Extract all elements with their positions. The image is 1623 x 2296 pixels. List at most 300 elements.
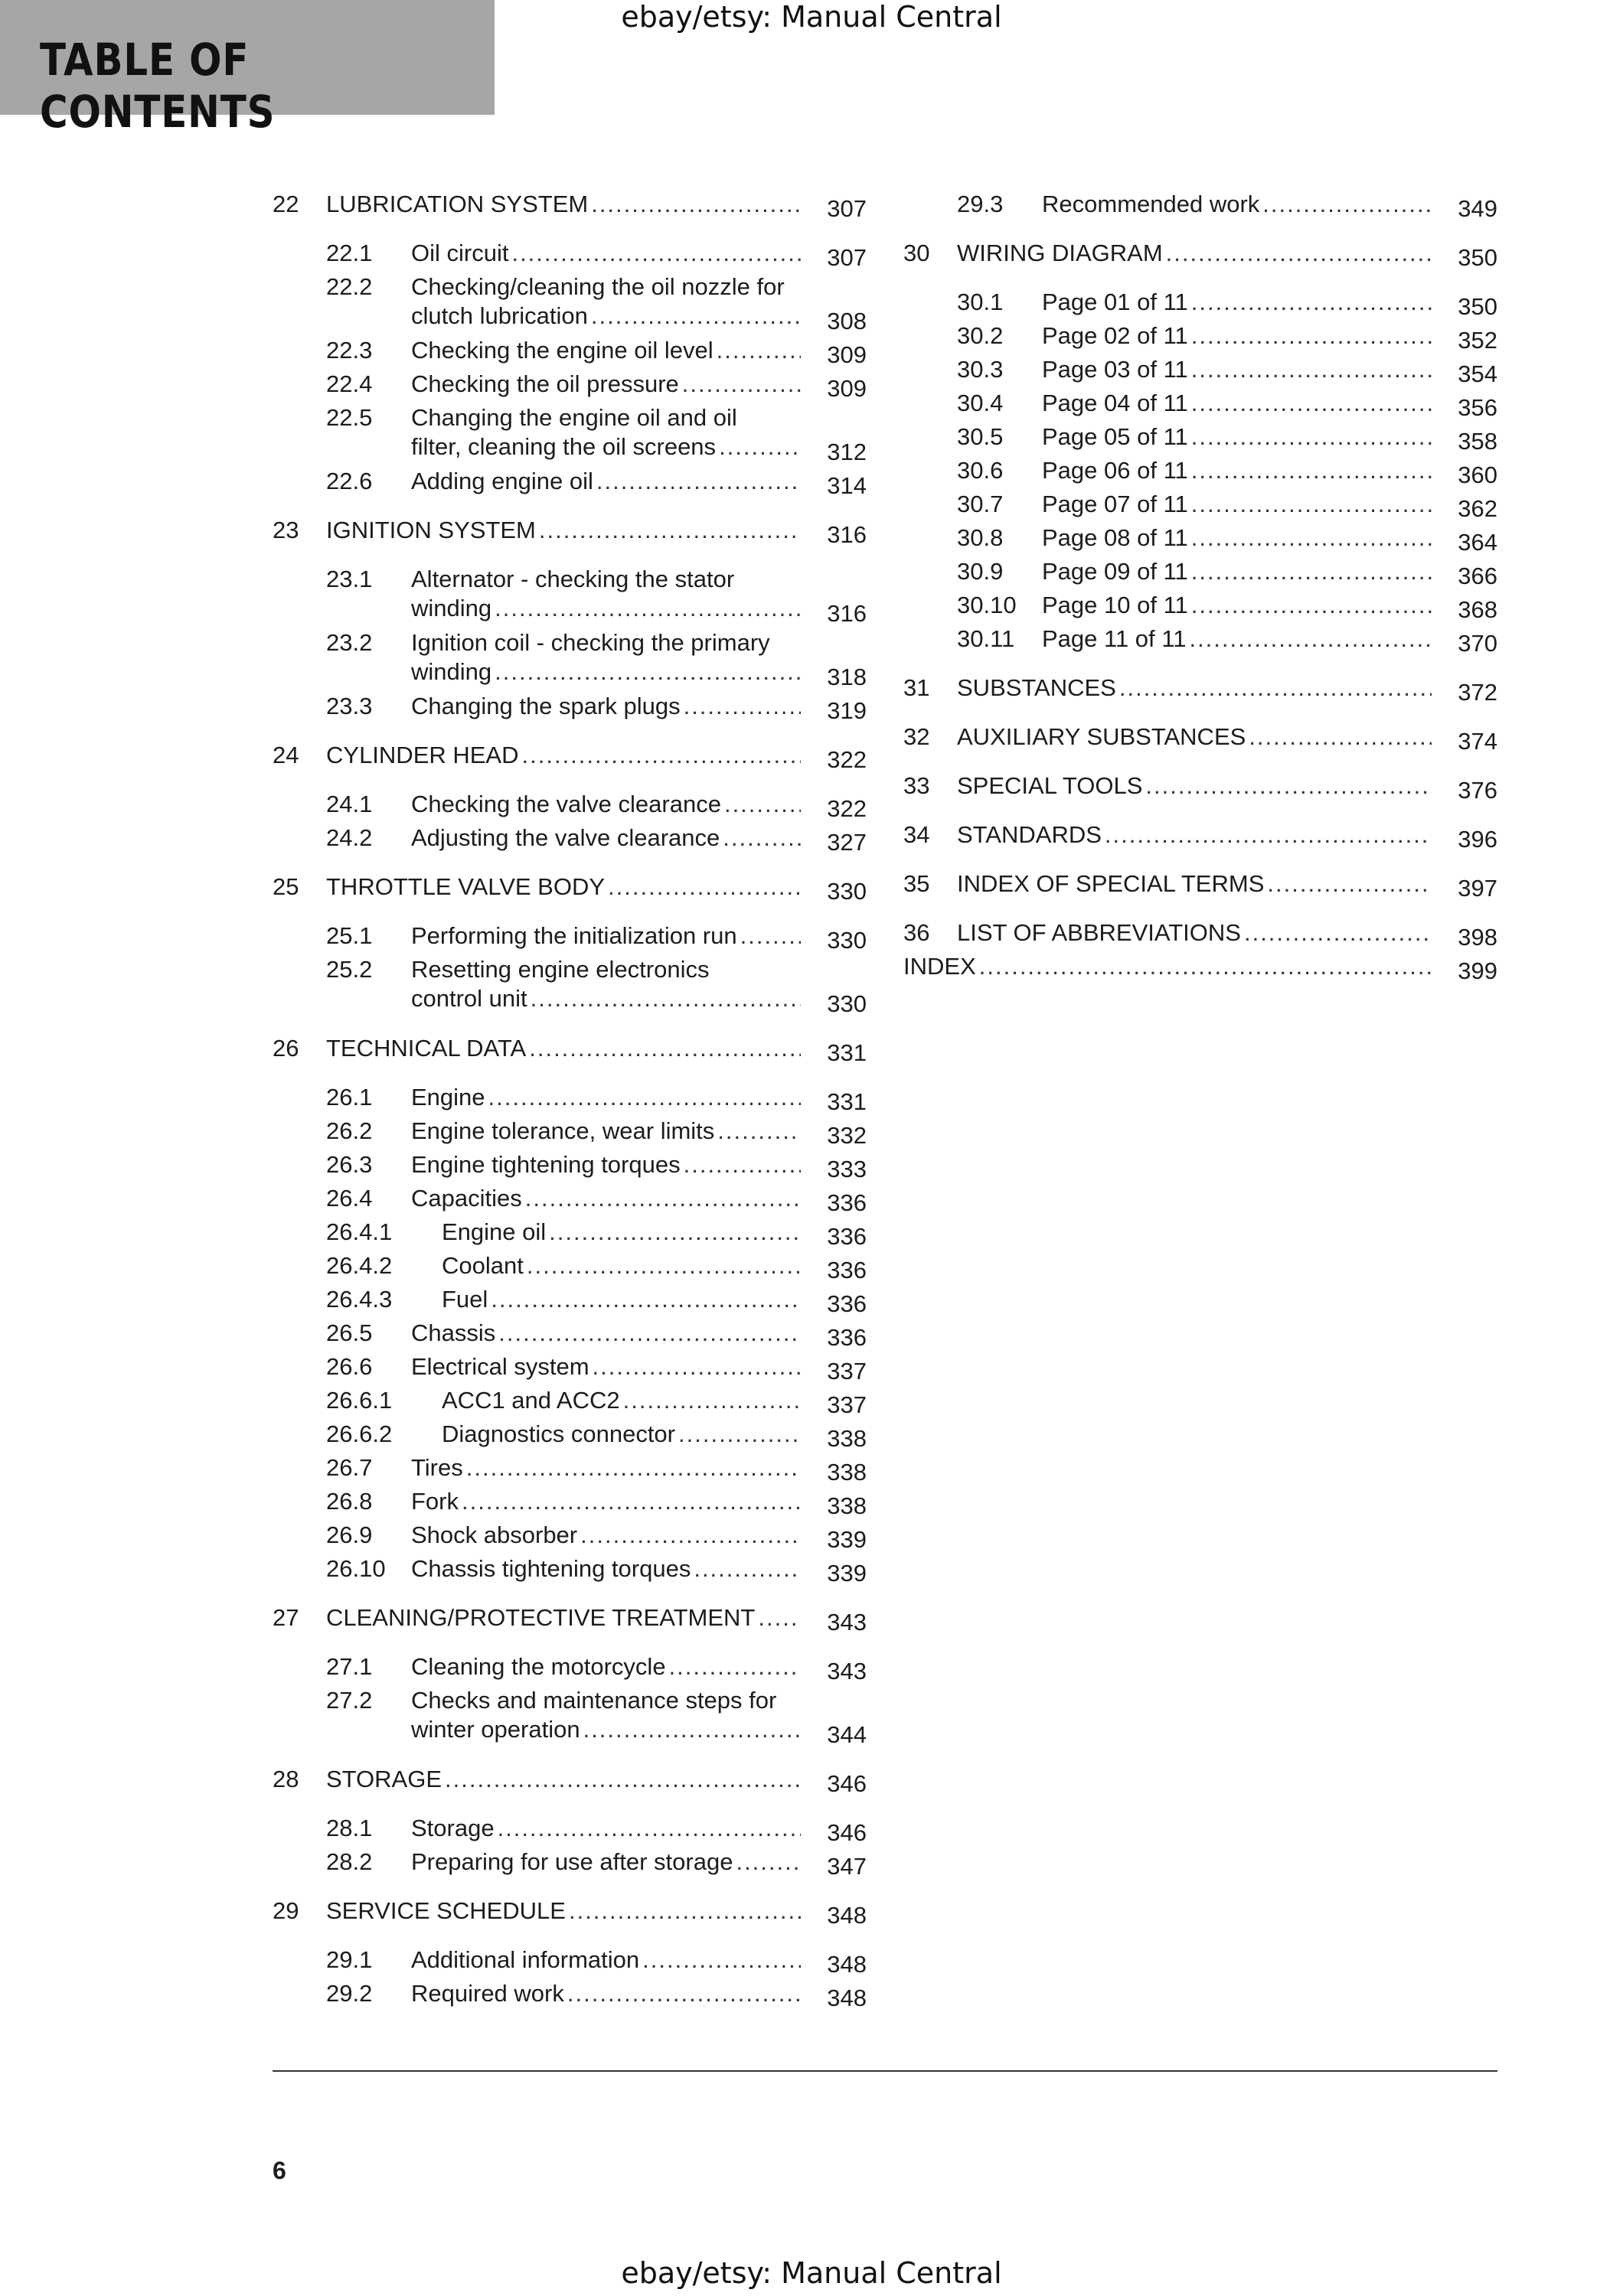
toc-entry-title: Ignition coil - checking the primary	[411, 629, 770, 656]
toc-chapter-row[interactable]	[273, 1896, 867, 1930]
toc-section-row[interactable]	[273, 370, 867, 403]
toc-entry-title: Preparing for use after storage	[411, 1848, 733, 1875]
toc-page-number: 330	[827, 878, 867, 905]
toc-entry-number: 30.2	[957, 322, 1004, 349]
dot-leader	[1119, 673, 1432, 703]
toc-entry-number: 25.1	[326, 922, 373, 949]
toc-chapter-row[interactable]	[903, 869, 1497, 903]
toc-page-number: 348	[827, 1902, 867, 1929]
dot-leader	[567, 1979, 801, 2008]
toc-entry-title: SUBSTANCES	[957, 674, 1116, 701]
toc-page-number: 358	[1458, 428, 1497, 455]
toc-page-number: 338	[827, 1459, 867, 1486]
toc-entry-title: AUXILIARY SUBSTANCES	[957, 723, 1246, 750]
toc-entry-number: 26	[273, 1035, 299, 1062]
toc-entry-number: 22.5	[326, 404, 373, 431]
dot-leader	[491, 1285, 801, 1314]
toc-entry-number: 22.1	[326, 240, 373, 266]
toc-section-row[interactable]	[273, 823, 867, 857]
toc-section-row[interactable]	[903, 288, 1497, 321]
dot-leader	[445, 1765, 801, 1794]
toc-entry-number: 31	[903, 674, 930, 701]
toc-entry-title: Page 10 of 11	[1042, 592, 1188, 618]
toc-section-row[interactable]	[273, 921, 867, 955]
toc-page-number: 399	[1458, 957, 1497, 984]
toc-right-column	[903, 190, 1497, 986]
toc-entry-number: 28.2	[326, 1848, 373, 1875]
toc-section-row[interactable]	[273, 1285, 867, 1319]
toc-entry-number: 29.2	[326, 1980, 373, 2007]
toc-section-row[interactable]	[273, 1218, 867, 1251]
toc-entry-title: SERVICE SCHEDULE	[326, 1897, 566, 1924]
toc-entry-number: 29.1	[326, 1946, 373, 1973]
dot-leader	[525, 1184, 801, 1213]
dot-leader	[1189, 625, 1432, 654]
toc-section-row[interactable]	[903, 422, 1497, 456]
dot-leader	[682, 370, 801, 399]
toc-entry-title: Page 03 of 11	[1042, 356, 1188, 383]
toc-entry-number: 22.6	[326, 468, 373, 494]
toc-entry-title: Oil circuit	[411, 240, 509, 266]
toc-entry-title: Engine tightening torques	[411, 1151, 681, 1178]
toc-entry-title: control unit	[411, 985, 527, 1012]
toc-section-row[interactable]	[903, 490, 1497, 523]
toc-page-number: 336	[827, 1257, 867, 1283]
toc-entry-title: Page 09 of 11	[1042, 558, 1188, 585]
toc-page-number: 339	[827, 1560, 867, 1587]
toc-page-number: 307	[827, 195, 867, 222]
dot-leader	[495, 657, 801, 687]
toc-entry-number: 35	[903, 870, 930, 897]
dot-leader	[583, 1715, 801, 1744]
toc-page-number: 322	[827, 746, 867, 773]
toc-section-row[interactable]	[273, 1979, 867, 2013]
toc-entry-number: 26.4	[326, 1185, 373, 1212]
toc-page-number: 397	[1458, 875, 1497, 902]
header-title-box	[0, 0, 495, 138]
toc-entry-number: 23.1	[326, 566, 373, 592]
toc-section-row[interactable]	[273, 1386, 867, 1420]
dot-leader	[522, 741, 802, 770]
toc-page-number: 374	[1458, 728, 1497, 755]
toc-entry-number: 23	[273, 517, 299, 543]
toc-section-row[interactable]	[903, 190, 1497, 223]
toc-page-number: 337	[827, 1358, 867, 1384]
toc-section-row[interactable]	[273, 1686, 867, 1750]
toc-section-row[interactable]	[903, 625, 1497, 658]
page-title: TABLE OF CONTENTS	[40, 34, 276, 138]
toc-entry-title: Fork	[411, 1488, 459, 1515]
toc-entry-title: Page 07 of 11	[1042, 491, 1188, 517]
toc-entry-number: 30.5	[957, 423, 1004, 450]
toc-section-row[interactable]	[903, 456, 1497, 490]
dot-leader	[462, 1487, 801, 1516]
toc-chapter-row[interactable]	[273, 741, 867, 775]
toc-entry-number: 23.2	[326, 629, 373, 656]
toc-entry-title: STORAGE	[326, 1766, 442, 1792]
toc-entry-number: 30	[903, 240, 930, 266]
toc-entry-number: 26.5	[326, 1319, 373, 1346]
toc-entry-number: 26.9	[326, 1521, 373, 1548]
toc-entry-title: Page 06 of 11	[1042, 457, 1188, 484]
toc-entry-title: Page 02 of 11	[1042, 322, 1188, 349]
toc-page-number: 316	[827, 600, 867, 627]
toc-entry-title: Shock absorber	[411, 1521, 578, 1548]
toc-page-number: 322	[827, 795, 867, 822]
toc-section-row[interactable]	[273, 403, 867, 467]
toc-section-row[interactable]	[903, 591, 1497, 625]
toc-section-row[interactable]	[273, 239, 867, 272]
toc-page-number: 372	[1458, 679, 1497, 706]
toc-entry-number: 22.3	[326, 337, 373, 364]
toc-page-number: 349	[1458, 195, 1497, 222]
toc-section-row[interactable]	[273, 336, 867, 370]
dot-leader	[1145, 771, 1432, 801]
dot-leader	[642, 1945, 801, 1975]
toc-entry-number: 30.3	[957, 356, 1004, 383]
toc-entry-number: 26.6.1	[326, 1387, 393, 1414]
toc-entry-number: 26.7	[326, 1454, 373, 1481]
toc-entry-title: winter operation	[411, 1716, 580, 1743]
toc-page-number: 338	[827, 1425, 867, 1452]
toc-page-number: 314	[827, 472, 867, 499]
toc-section-row[interactable]	[903, 321, 1497, 355]
toc-entry-number: 26.4.3	[326, 1286, 393, 1313]
toc-entry-number: 25.2	[326, 956, 373, 983]
toc-section-row[interactable]	[273, 467, 867, 501]
toc-page-number: 354	[1458, 360, 1497, 387]
toc-section-row[interactable]	[273, 1420, 867, 1453]
toc-section-row[interactable]	[273, 628, 867, 692]
toc-page-number: 348	[827, 1951, 867, 1978]
toc-entry-title: Page 04 of 11	[1042, 390, 1188, 416]
toc-page-number: 343	[827, 1609, 867, 1636]
toc-page-number: 330	[827, 927, 867, 954]
dot-leader	[740, 921, 801, 951]
toc-entry-number: 23.3	[326, 693, 373, 719]
toc-entry-title: Changing the engine oil and oil	[411, 404, 737, 431]
toc-entry-number: 26.2	[326, 1117, 373, 1144]
toc-entry-number: 33	[903, 772, 930, 799]
toc-page-number: 344	[827, 1721, 867, 1748]
toc-section-row[interactable]	[273, 1652, 867, 1686]
dot-leader	[1262, 190, 1432, 219]
toc-page-number: 368	[1458, 596, 1497, 623]
toc-section-row[interactable]	[273, 1945, 867, 1979]
toc-entry-number: 30.10	[957, 592, 1017, 618]
dot-leader	[1244, 918, 1432, 947]
dot-leader	[466, 1453, 801, 1482]
toc-entry-number: 29	[273, 1897, 299, 1924]
toc-page-number: 337	[827, 1391, 867, 1418]
toc-page-number: 398	[1458, 924, 1497, 951]
toc-page-number: 308	[827, 308, 867, 334]
toc-entry-title: Checking the valve clearance	[411, 791, 721, 817]
dot-leader	[684, 692, 801, 721]
toc-entry-title: clutch lubrication	[411, 302, 588, 329]
toc-page-number: 364	[1458, 529, 1497, 556]
toc-entry-title: Diagnostics connector	[442, 1420, 675, 1447]
toc-entry-number: 22.4	[326, 370, 373, 397]
toc-left-column	[273, 190, 867, 2013]
toc-chapter-row[interactable]	[903, 952, 1497, 986]
toc-section-row[interactable]	[273, 272, 867, 336]
dot-leader	[593, 1352, 801, 1381]
dot-leader	[1191, 490, 1432, 519]
toc-entry-title: INDEX OF SPECIAL TERMS	[957, 870, 1265, 897]
toc-section-row[interactable]	[273, 565, 867, 628]
toc-chapter-row[interactable]	[273, 1034, 867, 1068]
watermark-top: ebay/etsy: Manual Central	[621, 0, 1002, 34]
toc-chapter-row[interactable]	[903, 239, 1497, 272]
toc-page-number: 312	[827, 439, 867, 465]
toc-page-number: 336	[827, 1189, 867, 1216]
toc-entry-title: Checking the engine oil level	[411, 337, 714, 364]
toc-page-number: 336	[827, 1223, 867, 1250]
toc-page-number: 338	[827, 1492, 867, 1519]
dot-leader	[549, 1218, 801, 1247]
dot-leader	[758, 1603, 801, 1632]
toc-entry-number: 28	[273, 1766, 299, 1792]
dot-leader	[511, 239, 801, 268]
toc-section-row[interactable]	[273, 1184, 867, 1218]
dot-leader	[580, 1521, 801, 1550]
dot-leader	[529, 1034, 801, 1063]
toc-chapter-row[interactable]	[273, 516, 867, 550]
toc-entry-number: 30.8	[957, 524, 1004, 551]
toc-section-row[interactable]	[273, 1487, 867, 1521]
dot-leader	[623, 1386, 801, 1415]
toc-section-row[interactable]	[273, 1150, 867, 1184]
toc-page-number: 347	[827, 1853, 867, 1880]
toc-entry-title: Fuel	[442, 1286, 488, 1313]
dot-leader	[979, 952, 1432, 981]
toc-entry-title: Page 01 of 11	[1042, 289, 1188, 315]
toc-entry-title: winding	[411, 658, 492, 685]
toc-entry-number: 32	[903, 723, 930, 750]
toc-page-number: 376	[1458, 777, 1497, 804]
dot-leader	[717, 1117, 801, 1146]
toc-entry-number: 26.10	[326, 1555, 386, 1582]
toc-section-row[interactable]	[273, 1554, 867, 1588]
toc-page-number: 350	[1458, 244, 1497, 271]
toc-entry-number: 26.8	[326, 1488, 373, 1515]
toc-section-row[interactable]	[273, 1521, 867, 1554]
dot-leader	[1267, 869, 1432, 899]
toc-entry-title: LIST OF ABBREVIATIONS	[957, 919, 1241, 946]
toc-entry-title: SPECIAL TOOLS	[957, 772, 1143, 799]
toc-entry-title: Coolant	[442, 1252, 524, 1279]
toc-page-number: 356	[1458, 394, 1497, 421]
toc-entry-title: CYLINDER HEAD	[326, 742, 519, 768]
dot-leader	[723, 823, 801, 853]
toc-section-row[interactable]	[903, 557, 1497, 591]
dot-leader	[1166, 239, 1432, 268]
toc-section-row[interactable]	[273, 692, 867, 726]
toc-entry-title: STANDARDS	[957, 821, 1102, 848]
page-number: 6	[273, 2157, 286, 2184]
toc-page-number: 346	[827, 1819, 867, 1846]
toc-entry-number: 22.2	[326, 273, 373, 300]
toc-entry-number: 26.3	[326, 1151, 373, 1178]
toc-entry-title: winding	[411, 595, 492, 621]
toc-entry-title: Cleaning the motorcycle	[411, 1653, 666, 1680]
toc-entry-number: 25	[273, 873, 299, 900]
toc-section-row[interactable]	[273, 790, 867, 823]
toc-entry-number: 24.1	[326, 791, 373, 817]
dot-leader	[1191, 456, 1432, 485]
dot-leader	[495, 594, 801, 623]
toc-chapter-row[interactable]	[903, 673, 1497, 707]
toc-chapter-row[interactable]	[903, 820, 1497, 854]
toc-page-number: 362	[1458, 495, 1497, 522]
toc-page-number: 366	[1458, 563, 1497, 589]
dot-leader	[591, 190, 801, 219]
dot-leader	[569, 1896, 801, 1926]
toc-entry-title: THROTTLE VALVE BODY	[326, 873, 606, 900]
toc-entry-number: 30.7	[957, 491, 1004, 517]
toc-chapter-row[interactable]	[273, 872, 867, 906]
toc-page-number: 318	[827, 664, 867, 690]
toc-entry-number: 30.11	[957, 625, 1015, 652]
toc-entry-number: 26.4.1	[326, 1218, 393, 1245]
dot-leader	[539, 516, 801, 545]
toc-chapter-row[interactable]	[903, 722, 1497, 756]
toc-entry-title: Page 08 of 11	[1042, 524, 1188, 551]
dot-leader	[1191, 288, 1432, 317]
dot-leader	[1249, 722, 1432, 752]
toc-page-number: 331	[827, 1039, 867, 1066]
toc-entry-number: 26.6	[326, 1353, 373, 1380]
dot-leader	[596, 467, 801, 496]
toc-entry-title: Required work	[411, 1980, 564, 2007]
footer-divider	[273, 2070, 1497, 2072]
toc-page-number: 307	[827, 244, 867, 271]
dot-leader	[1105, 820, 1432, 850]
toc-section-row[interactable]	[273, 955, 867, 1019]
dot-leader	[1191, 523, 1432, 553]
toc-page-number: 396	[1458, 826, 1497, 853]
toc-entry-title: IGNITION SYSTEM	[326, 517, 536, 543]
toc-chapter-row[interactable]	[903, 771, 1497, 805]
toc-entry-title: Alternator - checking the stator	[411, 566, 735, 592]
toc-page-number: 346	[827, 1770, 867, 1797]
toc-page-number: 333	[827, 1156, 867, 1182]
dot-leader	[591, 302, 801, 331]
toc-section-row[interactable]	[273, 1251, 867, 1285]
dot-leader	[1191, 355, 1432, 384]
toc-entry-title: Storage	[411, 1815, 495, 1841]
dot-leader	[1191, 321, 1432, 351]
toc-entry-number: 27.2	[326, 1687, 373, 1714]
dot-leader	[684, 1150, 801, 1179]
toc-section-row[interactable]	[273, 1319, 867, 1352]
toc-entry-title: LUBRICATION SYSTEM	[326, 191, 589, 217]
toc-page-number: 332	[827, 1122, 867, 1149]
toc-page-number: 360	[1458, 461, 1497, 488]
toc-page-number: 309	[827, 341, 867, 368]
dot-leader	[527, 1251, 801, 1280]
toc-entry-number: 34	[903, 821, 930, 848]
toc-entry-title: Adding engine oil	[411, 468, 593, 494]
toc-entry-number: 27.1	[326, 1653, 373, 1680]
toc-section-row[interactable]	[273, 1083, 867, 1117]
toc-entry-title: Recommended work	[1042, 191, 1260, 217]
toc-page-number: 319	[827, 697, 867, 724]
toc-section-row[interactable]	[903, 389, 1497, 422]
toc-page-number: 336	[827, 1290, 867, 1317]
toc-entry-title: Checks and maintenance steps for	[411, 1687, 777, 1714]
toc-entry-title: Electrical system	[411, 1353, 589, 1380]
toc-entry-number: 24	[273, 742, 299, 768]
dot-leader	[678, 1420, 801, 1449]
dot-leader	[669, 1652, 801, 1681]
dot-leader	[1191, 591, 1432, 620]
toc-entry-title: Adjusting the valve clearance	[411, 824, 720, 851]
toc-page-number: 370	[1458, 630, 1497, 657]
dot-leader	[531, 984, 801, 1013]
toc-chapter-row[interactable]	[903, 918, 1497, 952]
dot-leader	[724, 790, 801, 819]
dot-leader	[719, 432, 801, 461]
toc-entry-number: 30.4	[957, 390, 1004, 416]
toc-section-row[interactable]	[903, 523, 1497, 557]
toc-entry-title: Page 11 of 11	[1042, 625, 1187, 652]
toc-section-row[interactable]	[273, 1814, 867, 1848]
toc-entry-number: 26.1	[326, 1084, 373, 1110]
toc-entry-title: Checking/cleaning the oil nozzle for	[411, 273, 785, 300]
toc-entry-title: WIRING DIAGRAM	[957, 240, 1163, 266]
toc-entry-number: 29.3	[957, 191, 1004, 217]
toc-entry-number: 30.6	[957, 457, 1004, 484]
dot-leader	[1191, 557, 1432, 586]
toc-chapter-row[interactable]	[273, 190, 867, 223]
toc-entry-title: Page 05 of 11	[1042, 423, 1188, 450]
toc-section-row[interactable]	[903, 355, 1497, 389]
toc-entry-title: Capacities	[411, 1185, 522, 1212]
toc-entry-title: INDEX	[903, 953, 976, 980]
toc-entry-title: Performing the initialization run	[411, 922, 737, 949]
dot-leader	[717, 336, 801, 365]
toc-entry-title: Engine	[411, 1084, 485, 1110]
toc-entry-title: CLEANING/PROTECTIVE TREATMENT	[326, 1604, 756, 1631]
toc-page-number: 339	[827, 1526, 867, 1553]
toc-chapter-row[interactable]	[273, 1765, 867, 1799]
toc-chapter-row[interactable]	[273, 1603, 867, 1637]
toc-page-number: 327	[827, 829, 867, 856]
toc-entry-number: 26.4.2	[326, 1252, 393, 1279]
toc-entry-title: ACC1 and ACC2	[442, 1387, 620, 1414]
toc-entry-title: Resetting engine electronics	[411, 956, 710, 983]
toc-entry-title: Engine tolerance, wear limits	[411, 1117, 715, 1144]
toc-page-number: 309	[827, 375, 867, 402]
toc-page-number: 316	[827, 521, 867, 548]
toc-page-number: 336	[827, 1324, 867, 1351]
toc-section-row[interactable]	[273, 1848, 867, 1881]
toc-section-row[interactable]	[273, 1117, 867, 1150]
toc-page-number: 343	[827, 1658, 867, 1684]
toc-section-row[interactable]	[273, 1352, 867, 1386]
toc-entry-title: Tires	[411, 1454, 463, 1481]
dot-leader	[498, 1319, 801, 1348]
toc-entry-number: 36	[903, 919, 930, 946]
toc-section-row[interactable]	[273, 1453, 867, 1487]
watermark-bottom: ebay/etsy: Manual Central	[621, 2256, 1002, 2290]
toc-page-number: 330	[827, 990, 867, 1017]
dot-leader	[694, 1554, 801, 1583]
toc-entry-title: filter, cleaning the oil screens	[411, 433, 717, 460]
dot-leader	[736, 1848, 801, 1877]
